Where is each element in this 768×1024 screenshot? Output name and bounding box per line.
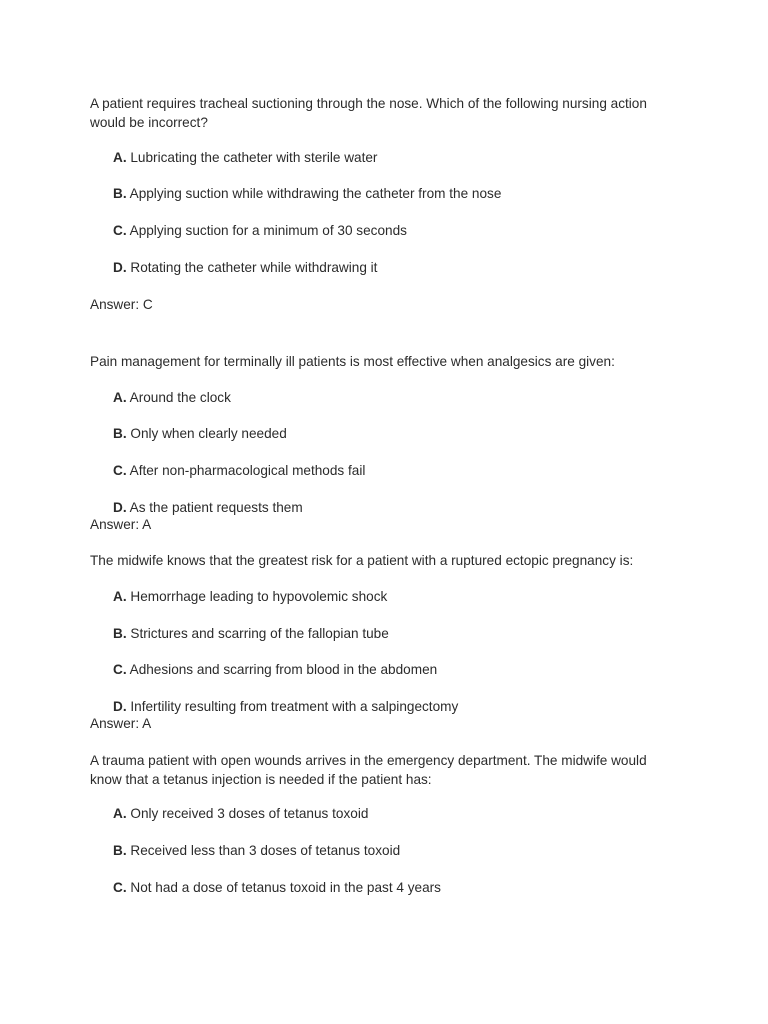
- option-letter: D.: [113, 500, 127, 515]
- question-1-text: [90, 94, 647, 132]
- question-3-option-d: [113, 699, 458, 714]
- question-1-line-1: A patient requires tracheal suctioning through the nose. Which of the following nursing action: [90, 96, 647, 111]
- option-text: Strictures and scarring of the fallopian tube: [130, 626, 389, 641]
- option-letter: A.: [113, 589, 127, 604]
- option-letter: C.: [113, 463, 127, 478]
- option-letter: A.: [113, 390, 127, 405]
- question-2-text: Pain management for terminally ill patients is most effective when analgesics are given:: [90, 354, 615, 369]
- question-1-option-c: [113, 223, 407, 238]
- question-2-option-b: [113, 426, 287, 441]
- option-text: After non-pharmacological methods fail: [129, 463, 366, 478]
- question-3-text: The midwife knows that the greatest risk for a patient with a ruptured ectopic pregnancy is:: [90, 553, 634, 568]
- option-text: As the patient requests them: [129, 500, 303, 515]
- question-4-text: [90, 751, 647, 789]
- option-letter: A.: [113, 806, 127, 821]
- option-text: Hemorrhage leading to hypovolemic shock: [130, 589, 388, 604]
- question-2-option-d: [113, 500, 303, 515]
- option-letter: C.: [113, 880, 127, 895]
- option-text: Received less than 3 doses of tetanus toxoid: [130, 843, 401, 858]
- option-text: Rotating the catheter while withdrawing it: [130, 260, 378, 275]
- question-2-option-a: [113, 390, 231, 405]
- option-letter: D.: [113, 260, 127, 275]
- question-4-option-c: [113, 880, 441, 895]
- question-4-option-b: [113, 843, 400, 858]
- question-4-line-2: know that a tetanus injection is needed if the patient has:: [90, 772, 432, 787]
- option-letter: B.: [113, 843, 127, 858]
- question-3-option-a: [113, 589, 387, 604]
- question-3-option-b: [113, 626, 389, 641]
- question-2-option-c: [113, 463, 365, 478]
- option-letter: B.: [113, 626, 127, 641]
- option-text: Infertility resulting from treatment with a salpingectomy: [130, 699, 459, 714]
- option-letter: A.: [113, 150, 127, 165]
- option-letter: C.: [113, 662, 127, 677]
- option-letter: B.: [113, 426, 127, 441]
- option-text: Lubricating the catheter with sterile water: [130, 150, 378, 165]
- question-2-answer: Answer: A: [90, 517, 152, 532]
- option-text: Applying suction while withdrawing the catheter from the nose: [129, 186, 502, 201]
- question-4-option-a: [113, 806, 368, 821]
- question-1-option-d: [113, 260, 377, 275]
- option-text: Only when clearly needed: [130, 426, 287, 441]
- question-1-option-a: [113, 150, 377, 165]
- question-4-line-1: A trauma patient with open wounds arrives in the emergency department. The midwife would: [90, 753, 647, 768]
- question-1-answer: Answer: C: [90, 297, 153, 312]
- option-text: Applying suction for a minimum of 30 seconds: [129, 223, 407, 238]
- question-1-option-b: [113, 186, 501, 201]
- option-letter: D.: [113, 699, 127, 714]
- option-text: Not had a dose of tetanus toxoid in the past 4 years: [130, 880, 441, 895]
- option-letter: C.: [113, 223, 127, 238]
- option-text: Around the clock: [129, 390, 231, 405]
- option-text: Adhesions and scarring from blood in the abdomen: [129, 662, 438, 677]
- question-1-line-2: would be incorrect?: [90, 115, 208, 130]
- option-letter: B.: [113, 186, 127, 201]
- question-3-answer: Answer: A: [90, 716, 152, 731]
- question-3-option-c: [113, 662, 437, 677]
- option-text: Only received 3 doses of tetanus toxoid: [130, 806, 369, 821]
